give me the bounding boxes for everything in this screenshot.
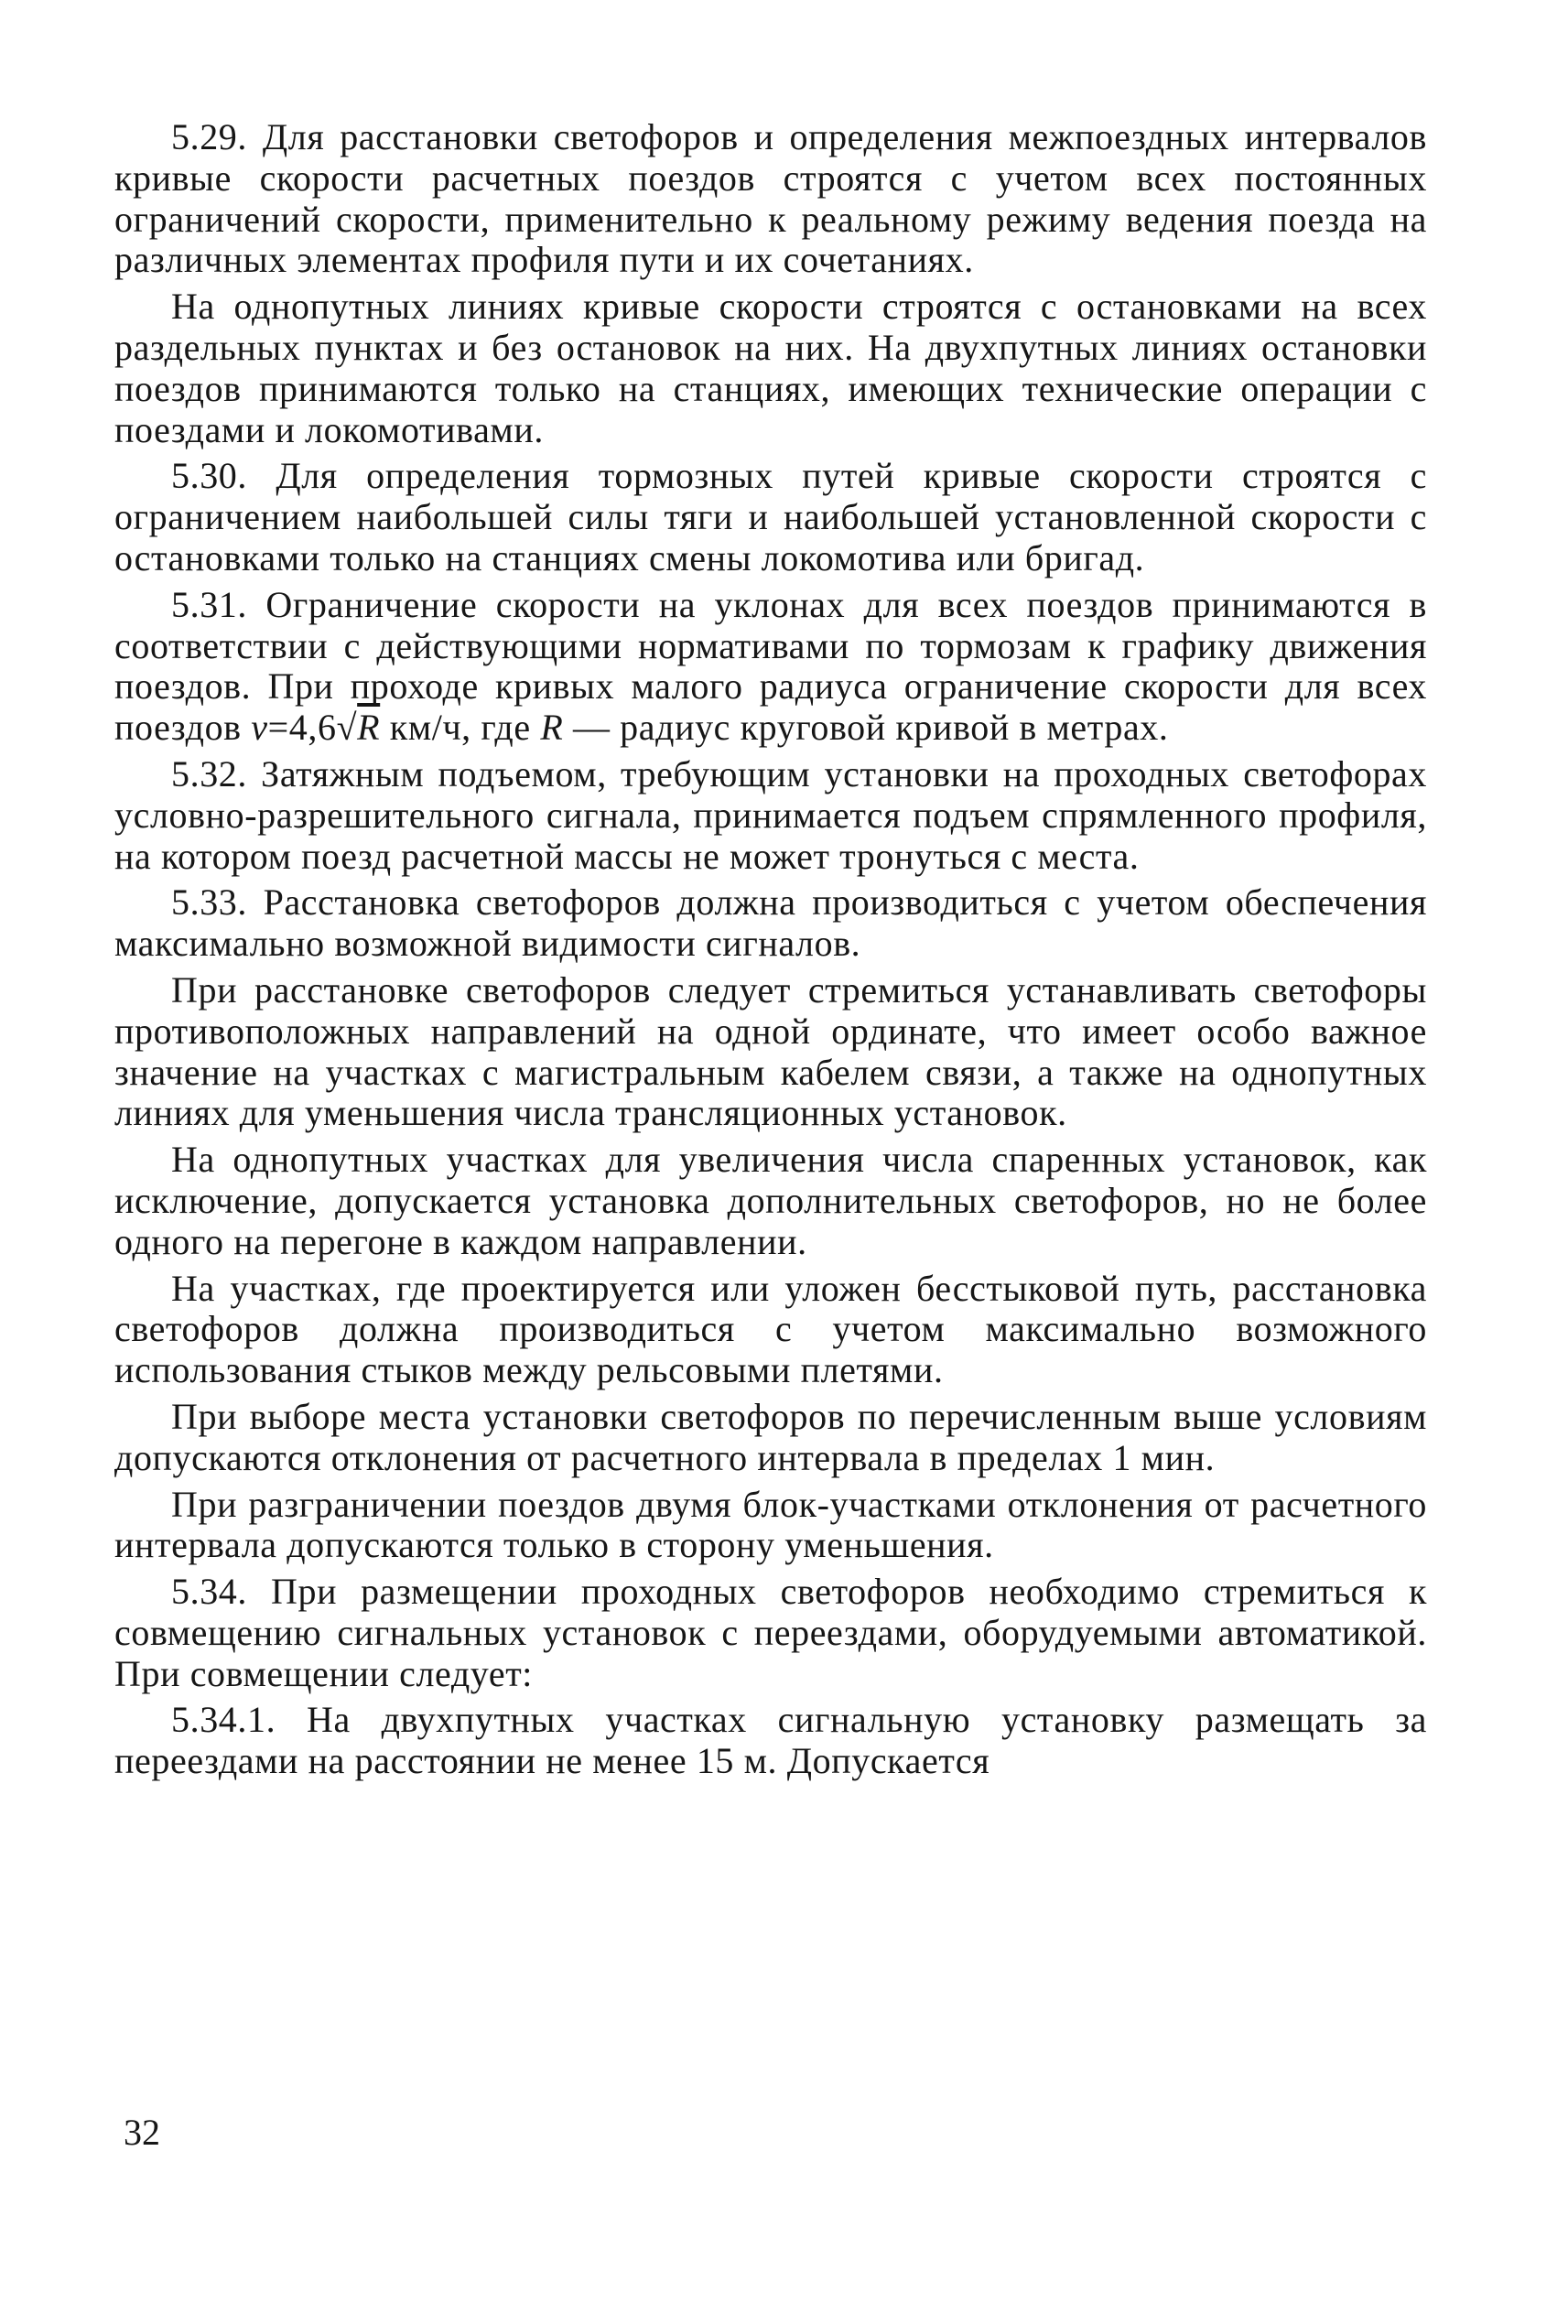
formula-radicand-r: R (357, 707, 381, 749)
paragraph-paired-installations: На однопутных участках для увеличения числа спаренных установок, как исключение, допускается установка дополнительных светофоров, но не более одного на перегоне в каждом направлении. (114, 1139, 1427, 1262)
document-page (114, 117, 1427, 1788)
paragraph-5-33: 5.33. Расстановка светофоров должна производиться с учетом обеспечения максимально возможной видимости сигналов. (114, 881, 1427, 965)
speed-formula (251, 707, 380, 748)
paragraph-two-block-sections: При разграничении поездов двумя блок-участками отклонения от расчетного интервала допускаются только в сторону уменьшения. (114, 1483, 1427, 1566)
formula-unit-text: км/ч, где (380, 707, 541, 749)
paragraph-5-31 (114, 585, 1427, 749)
radius-definition-text: — радиус круговой кривой в метрах. (563, 707, 1169, 749)
paragraph-5-32: 5.32. Затяжным подъемом, требующим установки на проходных светофорах условно-разрешительного сигнала, принимается подъем спрямленного профиля, на котором поезд расчетной массы не может тронуться с места. (114, 752, 1427, 877)
paragraph-5-29: 5.29. Для расстановки светофоров и определения межпоездных интервалов кривые скорости расчетных поездов строятся с учетом всех постоянных ограничений скорости, применительно к реальному режиму ведения поезда на различных элементах профиля пути и их сочетаниях. (114, 116, 1427, 281)
paragraph-interval-deviation: При выборе места установки светофоров по перечисленным выше условиям допускаются отклонения от расчетного интервала в пределах 1 мин. (114, 1395, 1427, 1478)
sqrt-symbol: √ (336, 707, 358, 749)
paragraph-5-34-1: 5.34.1. На двухпутных участках сигнальную установку размещать за переездами на расстоянии не менее 15 м. Допускается (114, 1699, 1427, 1782)
paragraph-signal-placement: При расстановке светофоров следует стремиться устанавливать светофоры противоположных направлений на одной ординате, что имеет особо важное значение на участках с магистральным кабелем связи, а также на однопутных линиях для уменьшения числа трансляционных установок. (114, 968, 1427, 1134)
paragraph-5-30: 5.30. Для определения тормозных путей кривые скорости строятся с ограничением наибольшей силы тяги и наибольшей установленной скорости с остановками только на станциях смены локомотива или бригад. (114, 455, 1427, 578)
paragraph-single-track-lines: На однопутных линиях кривые скорости строятся с остановками на всех раздельных пунктах и без остановок на них. На двухпутных линиях остановки поездов принимаются только на станциях, имеющих технические операции с поездами и локомотивами. (114, 286, 1427, 450)
paragraph-5-34: 5.34. При размещении проходных светофоров необходимо стремиться к совмещению сигнальных установок с переездами, оборудуемыми автоматикой. При совмещении следует: (114, 1571, 1427, 1694)
paragraph-jointless-track: На участках, где проектируется или уложен бесстыковой путь, расстановка светофоров должна производиться с учетом максимально возможного использования стыков между рельсовыми плетями. (114, 1267, 1427, 1391)
formula-variable-v: v (251, 707, 268, 749)
radius-variable-r: R (540, 707, 564, 749)
formula-coefficient: =4,6 (267, 707, 337, 749)
paragraph-5-31-text: 5.31. Ограничение скорости на уклонах для всех поездов принимаются в соответствии с действующими нормативами по тормозам к графику движения поездов. При проходе кривых малого радиуса ограничение скорости для всех поездов (114, 583, 1427, 749)
page-number: 32 (124, 2112, 160, 2153)
